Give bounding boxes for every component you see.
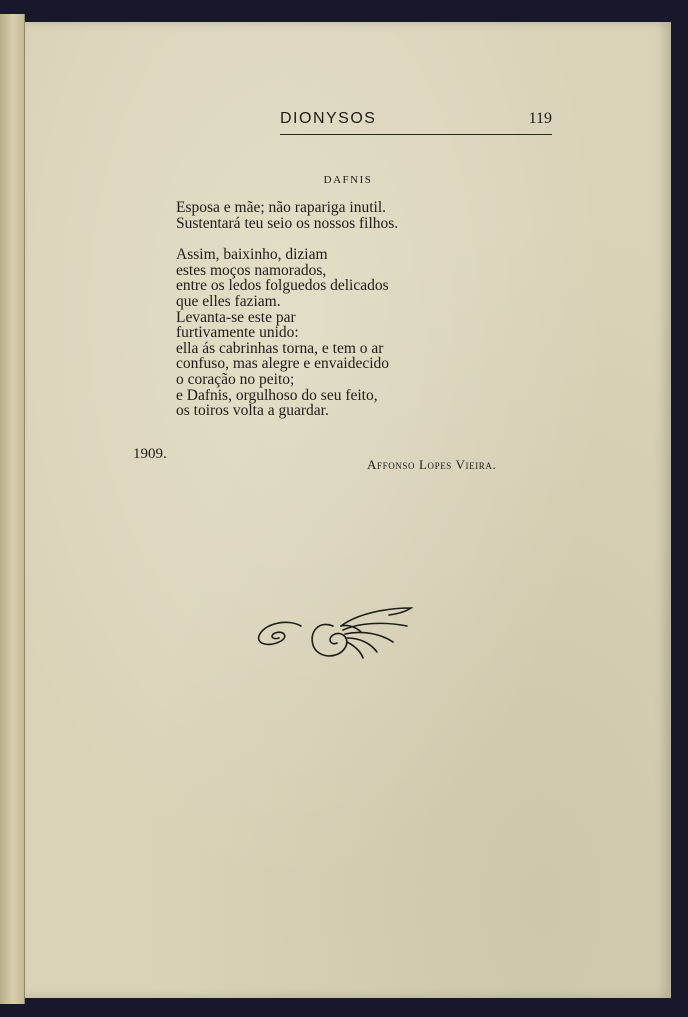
- poem-date: 1909.: [133, 446, 167, 462]
- poem-line: furtivamente unido:: [176, 324, 299, 342]
- poem-line: estes moços namorados,: [176, 261, 327, 279]
- poem-line: Esposa e mãe; não rapariga inutil.: [176, 199, 387, 216]
- poem-line: e Dafnis, orgulhoso do seu feito,: [176, 386, 378, 404]
- poem-title: DAFNIS: [323, 174, 373, 186]
- flourish-ornament-icon: [257, 602, 413, 660]
- poem-line: Levanta-se este par: [176, 308, 296, 326]
- poem-body: [176, 200, 398, 419]
- previous-page-edge: [0, 14, 25, 1004]
- poem-line: Sustentará teu seio os nossos filhos.: [176, 214, 399, 232]
- poem-line: entre os ledos folguedos delicados: [176, 277, 389, 295]
- poem-line: o coração no peito;: [176, 370, 295, 388]
- poem-author: Affonso Lopes Vieira.: [367, 457, 497, 472]
- running-head: [280, 110, 552, 135]
- book-page: [25, 22, 671, 998]
- running-title: DIONYSOS: [280, 110, 377, 127]
- poem-line: confuso, mas alegre e envaidecido: [176, 355, 390, 373]
- poem-line: os toiros volta a guardar.: [176, 402, 329, 420]
- stanza-break: [176, 231, 398, 247]
- poem-line: Assim, baixinho, diziam: [176, 246, 328, 264]
- poem-line: ella ás cabrinhas torna, e tem o ar: [176, 339, 384, 357]
- page-number: 119: [528, 110, 552, 127]
- poem-line: que elles faziam.: [176, 292, 281, 310]
